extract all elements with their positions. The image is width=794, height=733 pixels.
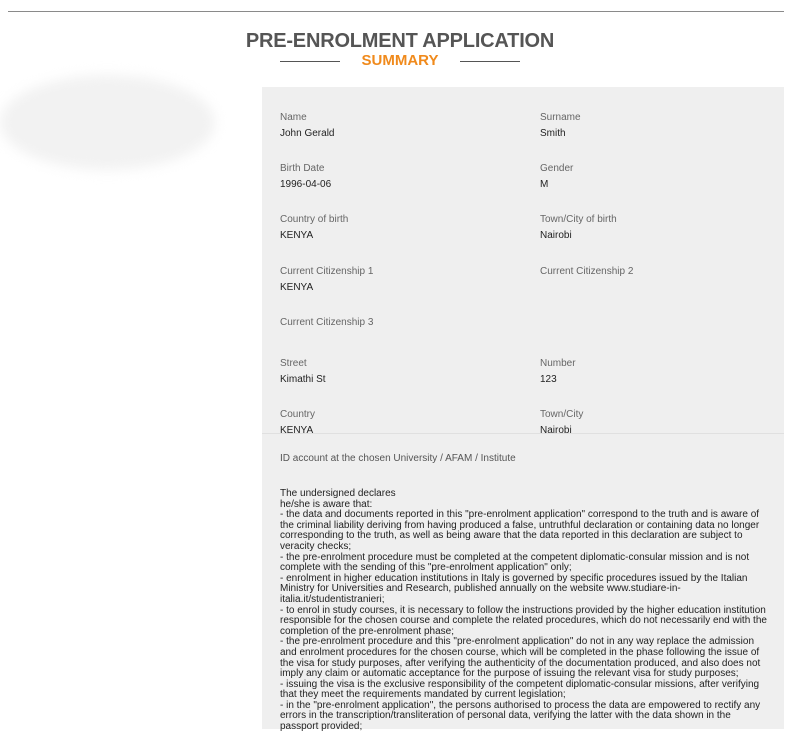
field-value: KENYA xyxy=(280,425,314,433)
subtitle-group xyxy=(280,52,520,70)
field-value: KENYA xyxy=(280,282,314,293)
field-label: Current Citizenship 3 xyxy=(280,317,374,328)
declaration-line: - issuing the visa is the exclusive responsibility of the competent diplomatic-consular missions, after verifying that they meet the requirements mandated by current legislation; xyxy=(280,678,760,701)
field-value: John Gerald xyxy=(280,128,335,139)
declaration-line: - the data and documents reported in this "pre-enrolment application" correspond to the truth and is aware of the criminal liability deriving from having produced a false, untruthful declaration or containing data no longer corresponding to the truth, as well as being aware that the data reported in this declaration are subject to veracity checks; xyxy=(280,509,760,552)
field-town xyxy=(540,409,770,433)
field-label: Current Citizenship 2 xyxy=(540,266,634,277)
field-label: Current Citizenship 1 xyxy=(280,266,374,277)
field-citizenship-3 xyxy=(280,317,510,333)
field-label: Town/City xyxy=(540,409,584,420)
id-account-label: ID account at the chosen University / AFAM / Institute xyxy=(280,453,516,464)
field-citizenship-2 xyxy=(540,266,770,282)
field-surname xyxy=(540,112,770,140)
field-label: Town/City of birth xyxy=(540,214,617,225)
declaration-line: - enrolment in higher education institutions in Italy is governed by specific procedures issued by the Italian Ministry for Universities and Research, published annually on the website www.studiare-in-italia.it/studentistranieri; xyxy=(280,572,748,605)
subtitle-rule-right xyxy=(460,61,520,62)
field-label: Number xyxy=(540,358,576,369)
field-value: 1996-04-06 xyxy=(280,179,332,190)
declaration-line: The undersigned declares xyxy=(280,488,396,499)
declaration-line: - to enrol in study courses, it is necessary to follow the instructions provided by the higher education institution responsible for the chosen course and complete the related procedures, which do not necessarily end with the completion of the pre-enrolment phase; xyxy=(280,604,767,637)
declaration-line: - the pre-enrolment procedure and this "pre-enrolment application" do not in any way replace the admission and enrolment procedures for the chosen course, which will be completed in the phase following the issue of the visa for study purposes, after verifying the authenticity of the documentation produced, and also does not imply any claim or automatic acceptance for the purpose of issuing the relevant visa for study purposes; xyxy=(280,636,761,680)
field-label: Surname xyxy=(540,112,581,123)
field-label: Country xyxy=(280,409,316,420)
field-label: Gender xyxy=(540,163,574,174)
field-country xyxy=(280,409,510,433)
field-value: Smith xyxy=(540,128,566,139)
declaration-line: - in the "pre-enrolment application", the persons authorised to process the data are empowered to rectify any errors in the transcription/transliteration of personal data, verifying the latter with the data shown in the passport provided; xyxy=(280,699,761,733)
field-town-of-birth xyxy=(540,214,770,242)
field-value: 123 xyxy=(540,374,557,385)
field-label: Name xyxy=(280,112,307,123)
page-title: PRE-ENROLMENT APPLICATION xyxy=(245,30,555,52)
field-value: Nairobi xyxy=(540,230,572,241)
field-label: Country of birth xyxy=(280,214,349,225)
blurred-region xyxy=(0,75,215,170)
field-value: Kimathi St xyxy=(280,374,326,385)
declaration-line: - the pre-enrolment procedure must be completed at the competent diplomatic-consular mission and is not complete with the sending of this "pre-enrolment application" only; xyxy=(280,551,750,574)
field-number xyxy=(540,358,770,386)
field-label: Birth Date xyxy=(280,163,325,174)
field-birth-date xyxy=(280,163,510,191)
field-value: Nairobi xyxy=(540,425,572,433)
field-country-of-birth xyxy=(280,214,510,242)
field-street xyxy=(280,358,510,386)
personal-data-panel xyxy=(262,87,784,433)
top-divider xyxy=(8,11,784,12)
field-name xyxy=(280,112,510,140)
field-label: Street xyxy=(280,358,307,369)
field-value: M xyxy=(540,179,549,190)
field-gender xyxy=(540,163,770,191)
page-subtitle: SUMMARY xyxy=(361,52,439,69)
declaration-text xyxy=(280,489,770,733)
field-value: KENYA xyxy=(280,230,314,241)
field-citizenship-1 xyxy=(280,266,510,294)
declaration-panel xyxy=(262,433,784,733)
declaration-line: he/she is aware that: xyxy=(280,498,373,510)
